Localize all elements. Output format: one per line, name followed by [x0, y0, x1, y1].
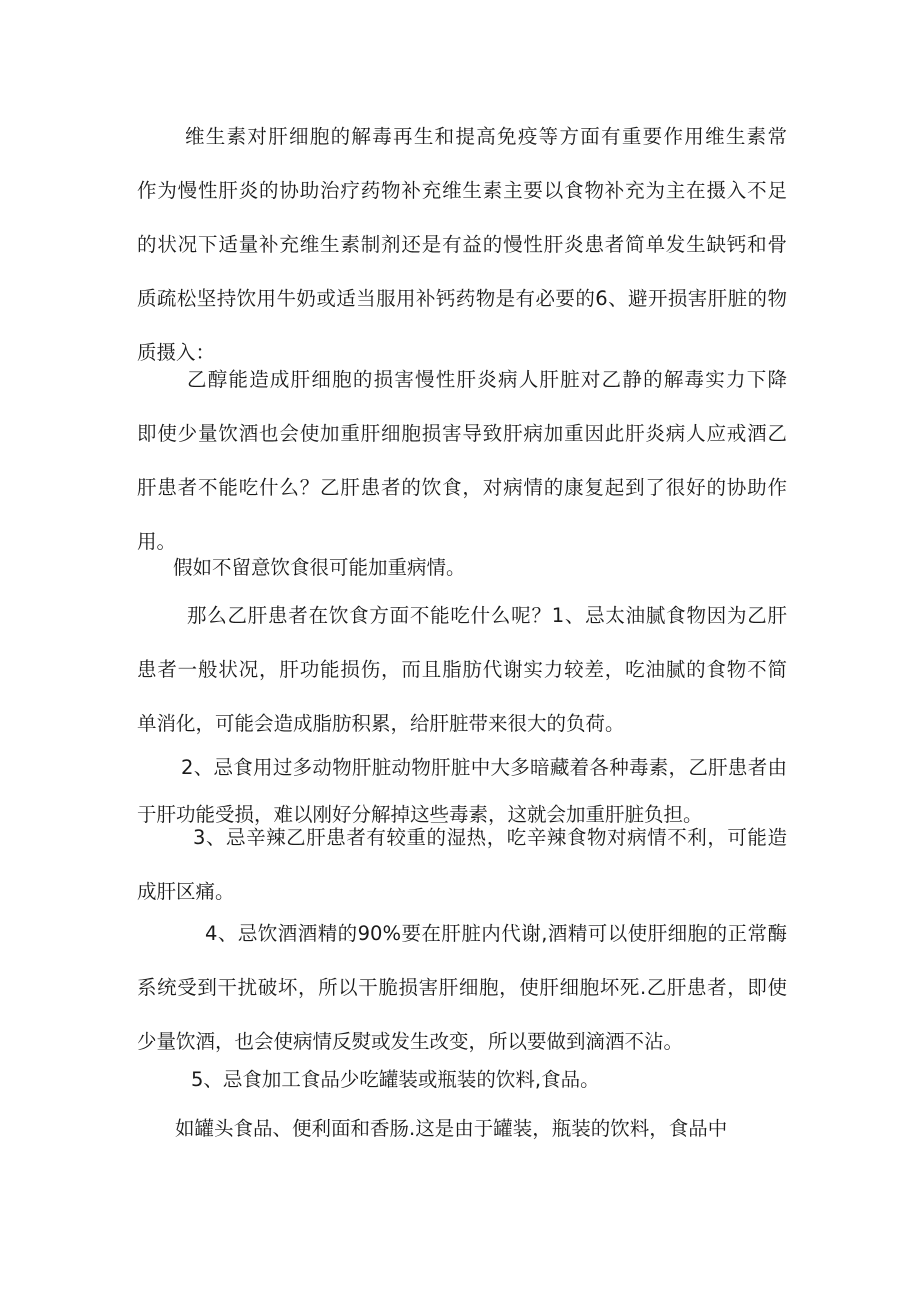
- paragraph-item-4: [137, 907, 787, 1069]
- paragraph-item-5: [137, 1053, 787, 1107]
- text-line: 即使少量饮酒也会使加重肝细胞损害导致肝病加重因此肝炎病人应戒酒乙: [137, 422, 787, 445]
- text-line: 4、忌饮酒酒精的90%要在肝脏内代谢,酒精可以使肝细胞的正常酶: [205, 922, 787, 945]
- text-line: 作为慢性肝炎的协助治疗药物补充维生素主要以食物补充为主在摄入不足: [137, 179, 787, 202]
- text-line: 2、忌食用过多动物肝脏动物肝脏中大多暗藏着各种毒素，乙肝患者由: [181, 756, 787, 779]
- text-line: 如罐头食品、便利面和香肠.这是由于罐装，瓶装的饮料，食品中: [175, 1117, 728, 1140]
- text-line: 那么乙肝患者在饮食方面不能吃什么呢？1、忌太油腻食物因为乙肝: [187, 604, 787, 627]
- paragraph-alcohol: [137, 353, 787, 569]
- text-line: 的状况下适量补充维生素制剂还是有益的慢性肝炎患者简单发生缺钙和骨: [137, 233, 787, 256]
- text-line: 系统受到干扰破坏，所以干脆损害肝细胞，使肝细胞坏死.乙肝患者，即使: [137, 976, 787, 999]
- text-line: 患者一般状况，肝功能损伤，而且脂肪代谢实力较差，吃油腻的食物不简: [137, 658, 787, 681]
- text-line: 成肝区痛。: [137, 880, 235, 903]
- paragraph-item-1: [137, 589, 787, 751]
- text-line: 假如不留意饮食很可能加重病情。: [173, 556, 466, 579]
- text-line: 质摄入：: [137, 341, 216, 364]
- text-line: 单消化，可能会造成脂肪积累，给肝脏带来很大的负荷。: [137, 712, 625, 735]
- paragraph-warning: [137, 541, 787, 595]
- text-line: 少量饮酒，也会使病情反熨或发生改变，所以要做到滴酒不沾。: [137, 1030, 684, 1053]
- text-line: 乙醇能造成肝细胞的损害慢性肝炎病人肝脏对乙静的解毒实力下降: [187, 368, 787, 391]
- text-line: 维生素对肝细胞的解毒再生和提高免疫等方面有重要作用维生素常: [185, 125, 787, 148]
- text-line: 于肝功能受损，难以刚好分解掉这些毒素，这就会加重肝脏负担。: [137, 803, 703, 826]
- paragraph-item-5-detail: [137, 1102, 787, 1156]
- text-line: 肝患者不能吃什么？乙肝患者的饮食，对病情的康复起到了很好的协助作: [137, 476, 787, 499]
- text-line: 质疏松坚持饮用牛奶或适当服用补钙药物是有必要的6、避开损害肝脏的物: [137, 287, 787, 310]
- text-line: 3、忌辛辣乙肝患者有较重的湿热，吃辛辣食物对病情不利，可能造: [193, 826, 787, 849]
- text-line: 用。: [137, 530, 177, 553]
- paragraph-vitamins: [137, 110, 787, 380]
- paragraph-item-3: [137, 811, 787, 919]
- text-line: 5、忌食加工食品少吃罐装或瓶装的饮料,食品。: [191, 1068, 600, 1091]
